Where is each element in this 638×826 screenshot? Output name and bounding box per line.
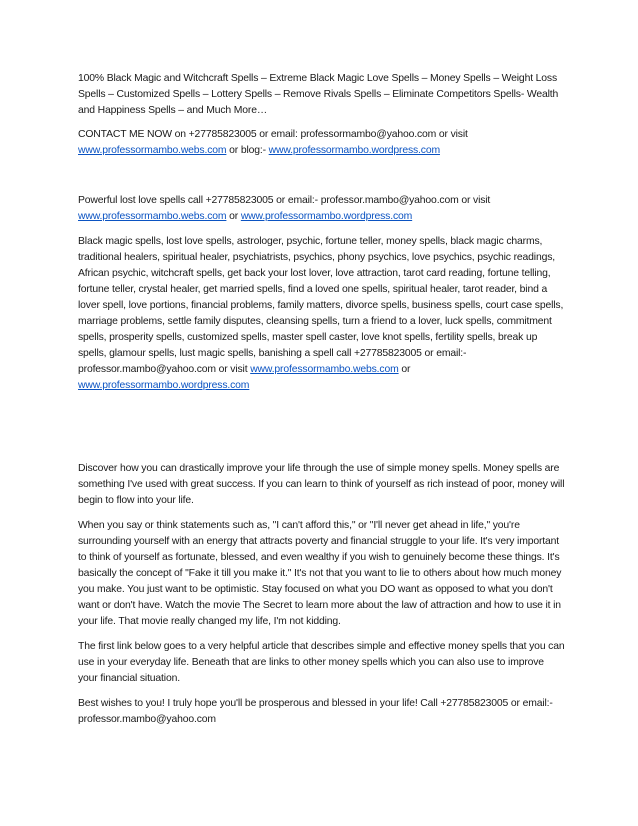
- intro-paragraph: 100% Black Magic and Witchcraft Spells – Extreme Black Magic Love Spells – Money Spells – Weight Loss Spells – Customized Spells – Lottery Spells – Remove Rivals Spells – Eliminate Competitors Spells- Wealth and Happiness Spells – and Much More…: [78, 73, 559, 116]
- spacer: [78, 687, 566, 696]
- webs-link[interactable]: www.professormambo.webs.com: [250, 364, 399, 375]
- spacer: [78, 159, 566, 193]
- keywords-paragraph: [78, 234, 566, 394]
- keywords-mid-text: or: [398, 364, 411, 375]
- spacer: [78, 394, 566, 461]
- contact-mid-text: or blog:-: [226, 145, 269, 156]
- money-paragraph-2: When you say or think statements such as, "I can't afford this," or "I'll never get ahead in life," you're surrounding yourself with an energy that attracts poverty and financial struggle to your life. It's very important to think of yourself as fortunate, blessed, and even wealthy if you wish to genuinely become these things. It's basically the concept of "Fake it till you make it." It's not that you want to lie to others about how much money you make. You just want to be optimistic. Stay focused on what you DO want as opposed to what you don't want or don't have. Watch the movie The Secret to learn more about the law of attraction and how to use it in your life. That movie really changed my life, I'm not kidding.: [78, 520, 562, 627]
- contact-paragraph: [78, 127, 566, 159]
- lost-love-paragraph: [78, 193, 566, 225]
- webs-link[interactable]: www.professormambo.webs.com: [78, 211, 227, 222]
- contact-text: CONTACT ME NOW on +27785823005 or email: professormambo@yahoo.com or visit: [78, 129, 468, 140]
- keywords-text: Black magic spells, lost love spells, astrologer, psychic, fortune teller, money spells, black magic charms, traditional healers, spiritual healer, psychiatrists, psychics, phony psychics, love psychics, psychic readings, African psychic, witchcraft spells, get back your lost lover, love attraction, tarot card reading, fortune telling, fortune teller, crystal healer, get married spells, find a loved one spells, spiritual healer, tarot reader, bind a lover spell, love portions, financial problems, family matters, divorce spells, business spells, court case spells, marriage problems, settle family disputes, cleansing spells, turn a friend to a lover, luck spells, commitment spells, prosperity spells, customized spells, master spell caster, love knot spells, fertility spells, break up spells, glamour spells, lust magic spells, banishing a spell call +27785823005 or email:- professor.mambo@yahoo.com or visit: [78, 236, 564, 375]
- money-paragraph-3: The first link below goes to a very helpful article that describes simple and effective money spells that you can use in your everyday life. Beneath that are links to other money spells which you can also use to improve your financial situation.: [78, 641, 565, 684]
- spacer: [78, 225, 566, 234]
- webs-link[interactable]: www.professormambo.webs.com: [78, 145, 227, 156]
- lost-love-mid-text: or: [226, 211, 241, 222]
- spacer: [78, 509, 566, 518]
- lost-love-text: Powerful lost love spells call +27785823005 or email:- professor.mambo@yahoo.com or visit: [78, 195, 491, 206]
- spacer: [78, 119, 566, 127]
- wordpress-link[interactable]: www.professormambo.wordpress.com: [240, 211, 413, 222]
- money-paragraph-1: Discover how you can drastically improve your life through the use of simple money spells. Money spells are something I've used with great success. If you can learn to think of yourself as rich instead of poor, money will begin to flow into your life.: [78, 463, 565, 506]
- wordpress-link[interactable]: www.professormambo.wordpress.com: [268, 145, 440, 156]
- money-paragraph-4: Best wishes to you! I truly hope you'll be prosperous and blessed in your life! Call +27785823005 or email:- professor.mambo@yahoo.com: [78, 698, 553, 725]
- wordpress-link[interactable]: www.professormambo.wordpress.com: [78, 380, 250, 391]
- spacer: [78, 630, 566, 639]
- document-page: [78, 71, 566, 728]
